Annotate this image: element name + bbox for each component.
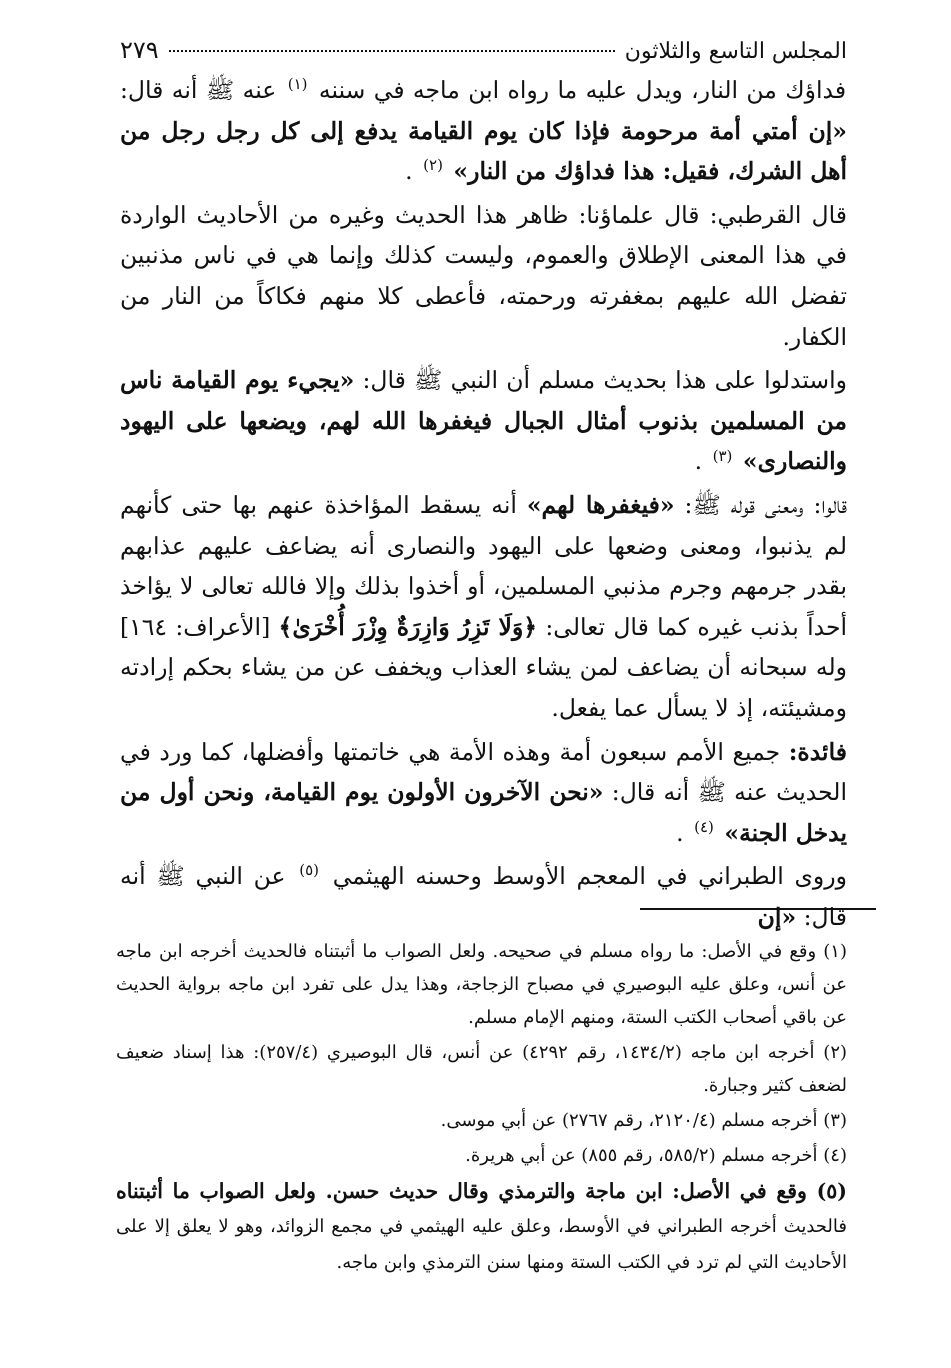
text-run: . (405, 157, 413, 186)
footnote-4: (٤) أخرجه مسلم (٥٨٥/٢، رقم ٨٥٥) عن أبي هريرة. (465, 1145, 847, 1166)
text-run: وروى الطبراني في المعجم الأوسط وحسنه الهيثمي (332, 862, 847, 891)
text-run: . (676, 818, 684, 847)
footnote-1: (١) وقع في الأصل: ما رواه مسلم في صحيحه. ولعل الصواب ما أثبتناه فالحديث أخرجه ابن ماجه عن أنس، وعلق عليه البوصيري في مصباح الزجاجة، وهذا يدل على تفرد ابن ماجه برواية الحديث عن باقي أصحاب الكتب الستة، ومنهم الإمام مسلم. (116, 941, 847, 1028)
text-run: قالوا: ومعنى قوله ﷺ: (674, 490, 847, 519)
header-dotted-leader (169, 50, 615, 52)
paragraph-4 (120, 485, 847, 729)
running-header (120, 36, 847, 70)
text-run: فداؤك من النار، ويدل عليه ما رواه ابن ماجه في سننه (318, 76, 847, 104)
footnote-ref-2[interactable]: (٢) (423, 156, 443, 175)
paragraph-2: قال القرطبي: قال علماؤنا: ظاهر هذا الحديث وغيره من الأحاديث الواردة في هذا المعنى الإطلاق والعموم، وليست كذلك وإنما هي في ناس مذنبين تفضل الله عليهم بمغفرته ورحمته، فأعطى كلا منهم فكاكاً من النار من الكفار. (120, 200, 847, 351)
text-run: جميع الأمم سبعون أمة وهذه الأمة هي خاتمتها وأفضلها، كما ورد في الحديث عنه ﷺ أنه قال: (120, 737, 847, 807)
chapter-title: المجلس التاسع والثلاثون (624, 39, 847, 64)
text-run: واستدلوا على هذا بحديث مسلم أن النبي ﷺ قال: (354, 366, 847, 395)
text-run: [الأعراف: ١٦٤] وله سبحانه أن يضاعف لمن يشاء العذاب ويخفف عن من يشاء بحكم إرادته ومشيئته، إذ لا يسأل عما يفعل. (120, 612, 847, 722)
text-run: عنه ﷺ أنه قال: (120, 76, 277, 104)
page-number: ٢٧٩ (120, 36, 159, 64)
footnote-5-lead: (٥) وقع في الأصل: ابن ماجة والترمذي وقال حديث حسن. ولعل الصواب ما أثبتناه (116, 1179, 847, 1203)
paragraph-5 (120, 732, 847, 854)
paragraph-1 (120, 70, 847, 192)
paragraph-3 (120, 360, 847, 482)
hadith-quote: «فيغفرها لهم» (526, 490, 675, 519)
footnote-separator (640, 908, 876, 910)
hadith-quote-start: «إن (757, 902, 797, 931)
text-run: عن النبي ﷺ أنه قال: (120, 862, 847, 931)
quran-verse: ﴿وَلَا تَزِرُ وَازِرَةٌ وِزْرَ أُخْرَىٰ﴾ (278, 612, 538, 641)
text-run: أنه يسقط المؤاخذة عنهم بها حتى كأنهم لم يذنبوا، ومعنى وضعها على اليهود والنصارى أنه يضاعف عليهم عذابهم بقدر جرمهم وجرم مذنبي المسلمين، أو أخذوا بذلك وإلا فالله تعالى لا يؤاخذ أحداً بذنب غيره كما قال تعالى: (120, 490, 847, 641)
footnote-5 (116, 1174, 847, 1280)
footnote-ref-1[interactable]: (١) (287, 75, 308, 94)
footnote-3: (٣) أخرجه مسلم (٢١٢٠/٤، رقم ٢٧٦٧) عن أبي موسى. (440, 1110, 847, 1131)
hadith-quote: «يجيء يوم القيامة ناس من المسلمين بذنوب أمثال الجبال فيغفرها الله لهم، ويضعها على اليهود والنصارى» (120, 366, 847, 476)
text-run: . (694, 447, 703, 476)
footnote-ref-4[interactable]: (٤) (694, 817, 714, 836)
benefit-label: فائدة: (788, 737, 847, 766)
hadith-quote: «نحن الآخرون الأولون يوم القيامة، ونحن أول من يدخل الجنة» (120, 778, 847, 847)
hadith-quote: «إن أمتي أمة مرحومة فإذا كان يوم القيامة يدفع إلى كل رجل رجل من أهل الشرك، فقيل: هذا فداؤك من النار» (120, 116, 847, 186)
paragraph-6 (120, 856, 847, 937)
footnote-ref-5[interactable]: (٥) (299, 861, 320, 880)
footnotes (116, 935, 847, 1282)
footnote-ref-3[interactable]: (٣) (712, 446, 733, 465)
footnote-2: (٢) أخرجه ابن ماجه (١٤٣٤/٢، رقم ٤٢٩٢) عن أنس، قال البوصيري (٢٥٧/٤): هذا إسناد ضعيف لضعف كثير وجبارة. (116, 1042, 848, 1096)
main-text (120, 70, 847, 937)
footnote-5-rest: فالحديث أخرجه الطبراني في الأوسط، وعلق عليه الهيثمي في مجمع الزوائد، وهو لا يعلق إلا على الأحاديث التي لم ترد في الكتب الستة ومنها سنن الترمذي وابن ماجه. (116, 1216, 847, 1273)
